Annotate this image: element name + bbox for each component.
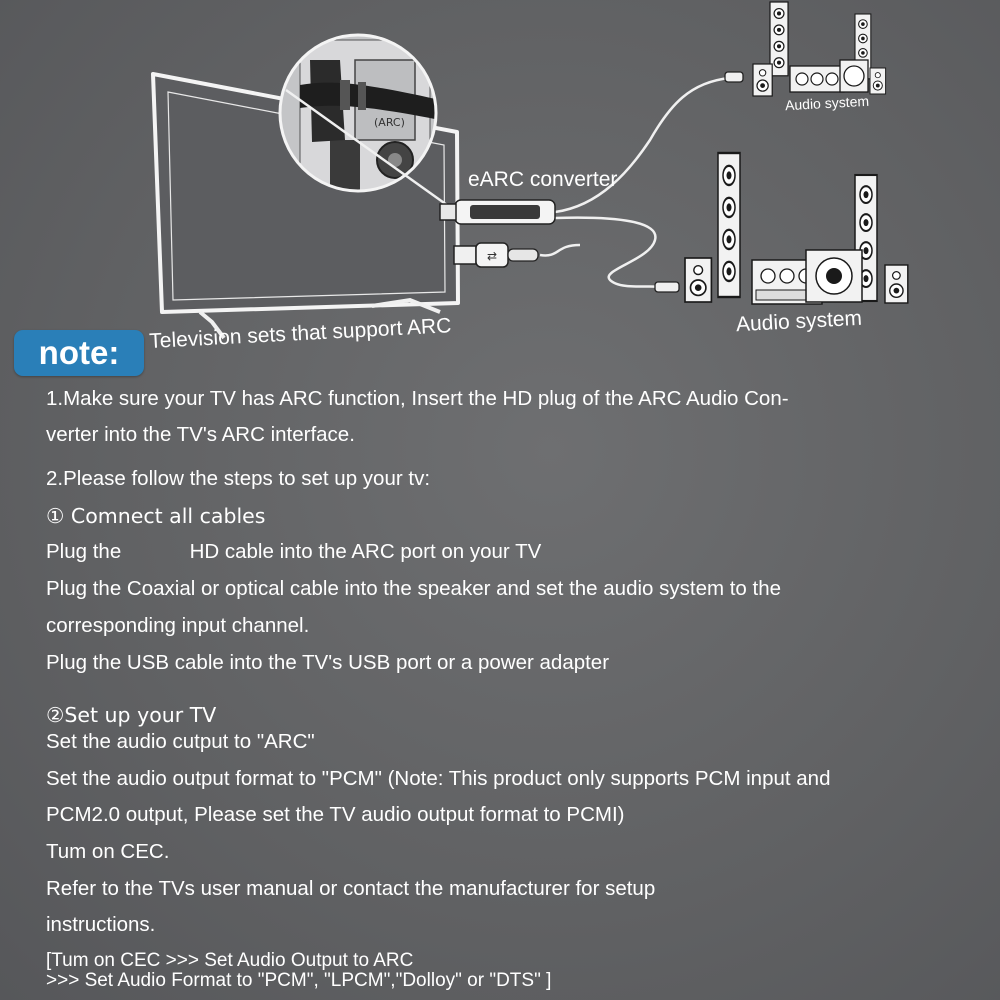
coaxial-plug-bottom (655, 282, 679, 292)
sub2-line6: instructions. (46, 913, 156, 936)
earc-converter-label: eARC converter (468, 168, 618, 191)
sub1-line2: Plug the Coaxial or optical cable into the speaker and set the audio system to the (46, 577, 782, 600)
arc-port-label: (ARC) (374, 116, 405, 129)
audio-system-top-label: Audio system (784, 92, 870, 114)
sub1-line1: Plug the HD cable into the ARC port on your TV (46, 540, 542, 563)
coaxial-plug-top (725, 72, 743, 82)
step1-line2: verter into the TV's ARC interface. (46, 423, 355, 446)
sub2-line4: Tum on CEC. (46, 840, 170, 863)
sub2-line5: Refer to the TVs user manual or contact the manufacturer for setup (46, 877, 656, 900)
audio-system-top (753, 2, 886, 96)
summary-line1: [Tum on CEC >>> Set Audio Output to ARC (46, 950, 414, 971)
summary-line2: >>> Set Audio Format to "PCM", "LPCM","Dolloy" or "DTS" ] (46, 970, 552, 991)
sub1-heading: ① Comnect all cables (46, 504, 266, 528)
audio-system-bottom-label: Audio system (735, 306, 863, 337)
sub2-line3: PCM2.0 output, Please set the TV audio output format to PCMI) (46, 803, 625, 826)
step2-heading: 2.Please follow the steps to set up your tv: (46, 467, 431, 490)
sub2-line2: Set the audio output format to "PCM" (Note: This product only supports PCM input and (46, 767, 831, 790)
usb-plug (454, 243, 538, 267)
sub2-line1: Set the audio cutput to "ARC" (46, 730, 315, 753)
sub1-line3: corresponding input channel. (46, 614, 310, 637)
note-caption: Television sets that support ARC (148, 314, 452, 354)
sub1-line4: Plug the USB cable into the TV's USB port or a power adapter (46, 651, 610, 674)
step1-line1: 1.Make sure your TV has ARC function, Insert the HD plug of the ARC Audio Con- (46, 387, 789, 410)
earc-converter (440, 200, 555, 224)
audio-system-bottom (685, 153, 908, 304)
note-badge: note: (14, 330, 144, 376)
svg-text:⇄: ⇄ (486, 249, 498, 263)
sub2-heading: ②Set up your TV (46, 703, 217, 727)
